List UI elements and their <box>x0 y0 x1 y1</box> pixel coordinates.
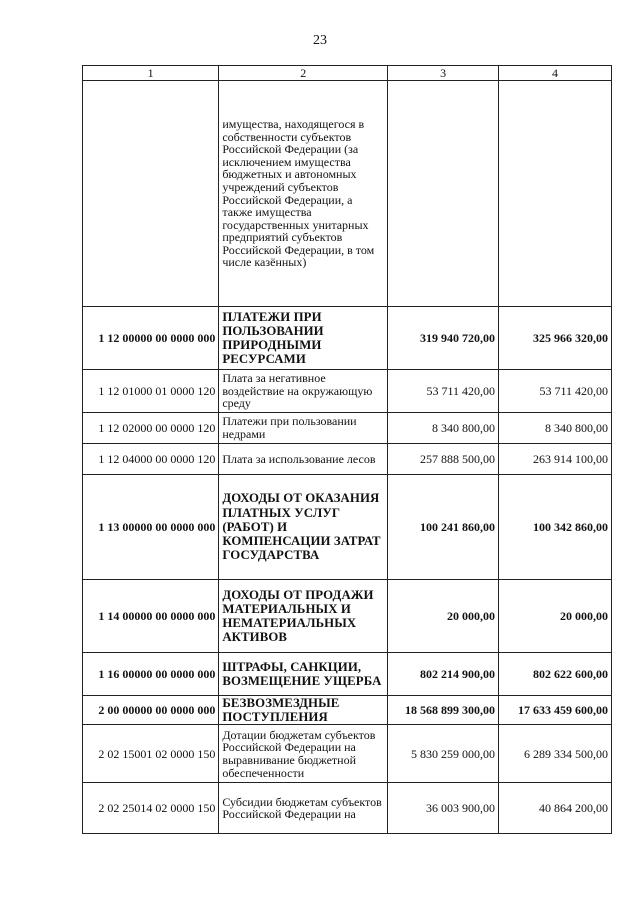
table-row <box>83 653 612 696</box>
budget-code: 1 12 02000 00 0000 120 <box>83 413 219 444</box>
table-row <box>83 81 612 307</box>
amount-year-2: 17 633 459 600,00 <box>499 696 612 725</box>
amount-year-1: 18 568 899 300,00 <box>388 696 499 725</box>
amount-year-1: 100 241 860,00 <box>388 475 499 580</box>
amount-year-1: 20 000,00 <box>388 580 499 653</box>
page-number: 23 <box>313 33 327 48</box>
amount-year-2: 263 914 100,00 <box>499 444 612 475</box>
budget-code: 1 12 01000 01 0000 120 <box>83 370 219 413</box>
column-header-1: 1 <box>83 66 219 81</box>
column-header-3: 3 <box>388 66 499 81</box>
table-row <box>83 370 612 413</box>
table-row <box>83 444 612 475</box>
budget-code: 1 13 00000 00 0000 000 <box>83 475 219 580</box>
revenue-name: БЕЗВОЗМЕЗДНЫЕ ПОСТУПЛЕНИЯ <box>219 696 388 725</box>
amount-year-1: 802 214 900,00 <box>388 653 499 696</box>
amount-year-2 <box>499 81 612 307</box>
amount-year-2: 100 342 860,00 <box>499 475 612 580</box>
table-row <box>83 307 612 370</box>
column-header-4: 4 <box>499 66 612 81</box>
budget-code: 1 16 00000 00 0000 000 <box>83 653 219 696</box>
revenue-name: ПЛАТЕЖИ ПРИ ПОЛЬЗОВАНИИ ПРИРОДНЫМИ РЕСУРСАМИ <box>219 307 388 370</box>
amount-year-1: 257 888 500,00 <box>388 444 499 475</box>
budget-code: 1 12 00000 00 0000 000 <box>83 307 219 370</box>
revenue-name: Субсидии бюджетам субъектов Российской Федерации на <box>219 783 388 834</box>
budget-code: 1 12 04000 00 0000 120 <box>83 444 219 475</box>
table-row <box>83 696 612 725</box>
revenue-name: ШТРАФЫ, САНКЦИИ, ВОЗМЕЩЕНИЕ УЩЕРБА <box>219 653 388 696</box>
amount-year-1: 53 711 420,00 <box>388 370 499 413</box>
amount-year-2: 325 966 320,00 <box>499 307 612 370</box>
budget-code <box>83 81 219 307</box>
budget-code: 2 02 15001 02 0000 150 <box>83 725 219 783</box>
budget-revenue-table <box>82 65 612 834</box>
amount-year-1: 8 340 800,00 <box>388 413 499 444</box>
column-header-2: 2 <box>219 66 388 81</box>
amount-year-2: 40 864 200,00 <box>499 783 612 834</box>
table-row <box>83 580 612 653</box>
table-body <box>83 66 612 834</box>
revenue-name: Платежи при пользовании недрами <box>219 413 388 444</box>
revenue-name: ДОХОДЫ ОТ ПРОДАЖИ МАТЕРИАЛЬНЫХ И НЕМАТЕРИАЛЬНЫХ АКТИВОВ <box>219 580 388 653</box>
table-row <box>83 783 612 834</box>
revenue-name: Дотации бюджетам субъектов Российской Федерации на выравнивание бюджетной обеспеченности <box>219 725 388 783</box>
budget-code: 2 00 00000 00 0000 000 <box>83 696 219 725</box>
budget-code: 1 14 00000 00 0000 000 <box>83 580 219 653</box>
amount-year-2: 802 622 600,00 <box>499 653 612 696</box>
amount-year-2: 8 340 800,00 <box>499 413 612 444</box>
revenue-name: ДОХОДЫ ОТ ОКАЗАНИЯ ПЛАТНЫХ УСЛУГ (РАБОТ) И КОМПЕНСАЦИИ ЗАТРАТ ГОСУДАРСТВА <box>219 475 388 580</box>
amount-year-1: 319 940 720,00 <box>388 307 499 370</box>
table-row <box>83 475 612 580</box>
amount-year-1: 36 003 900,00 <box>388 783 499 834</box>
revenue-name: имущества, находящегося в собственности субъектов Российской Федерации (за исключением имущества бюджетных и автономных учреждений субъектов Российской Федерации, а также имущества государственных унитарных предприятий субъектов Российской Федерации, в том числе казённых) <box>219 81 388 307</box>
table-row <box>83 725 612 783</box>
amount-year-2: 53 711 420,00 <box>499 370 612 413</box>
budget-code: 2 02 25014 02 0000 150 <box>83 783 219 834</box>
table-row <box>83 413 612 444</box>
amount-year-1: 5 830 259 000,00 <box>388 725 499 783</box>
amount-year-2: 20 000,00 <box>499 580 612 653</box>
amount-year-2: 6 289 334 500,00 <box>499 725 612 783</box>
table-header-row <box>83 66 612 81</box>
revenue-name: Плата за негативное воздействие на окружающую среду <box>219 370 388 413</box>
amount-year-1 <box>388 81 499 307</box>
revenue-name: Плата за использование лесов <box>219 444 388 475</box>
